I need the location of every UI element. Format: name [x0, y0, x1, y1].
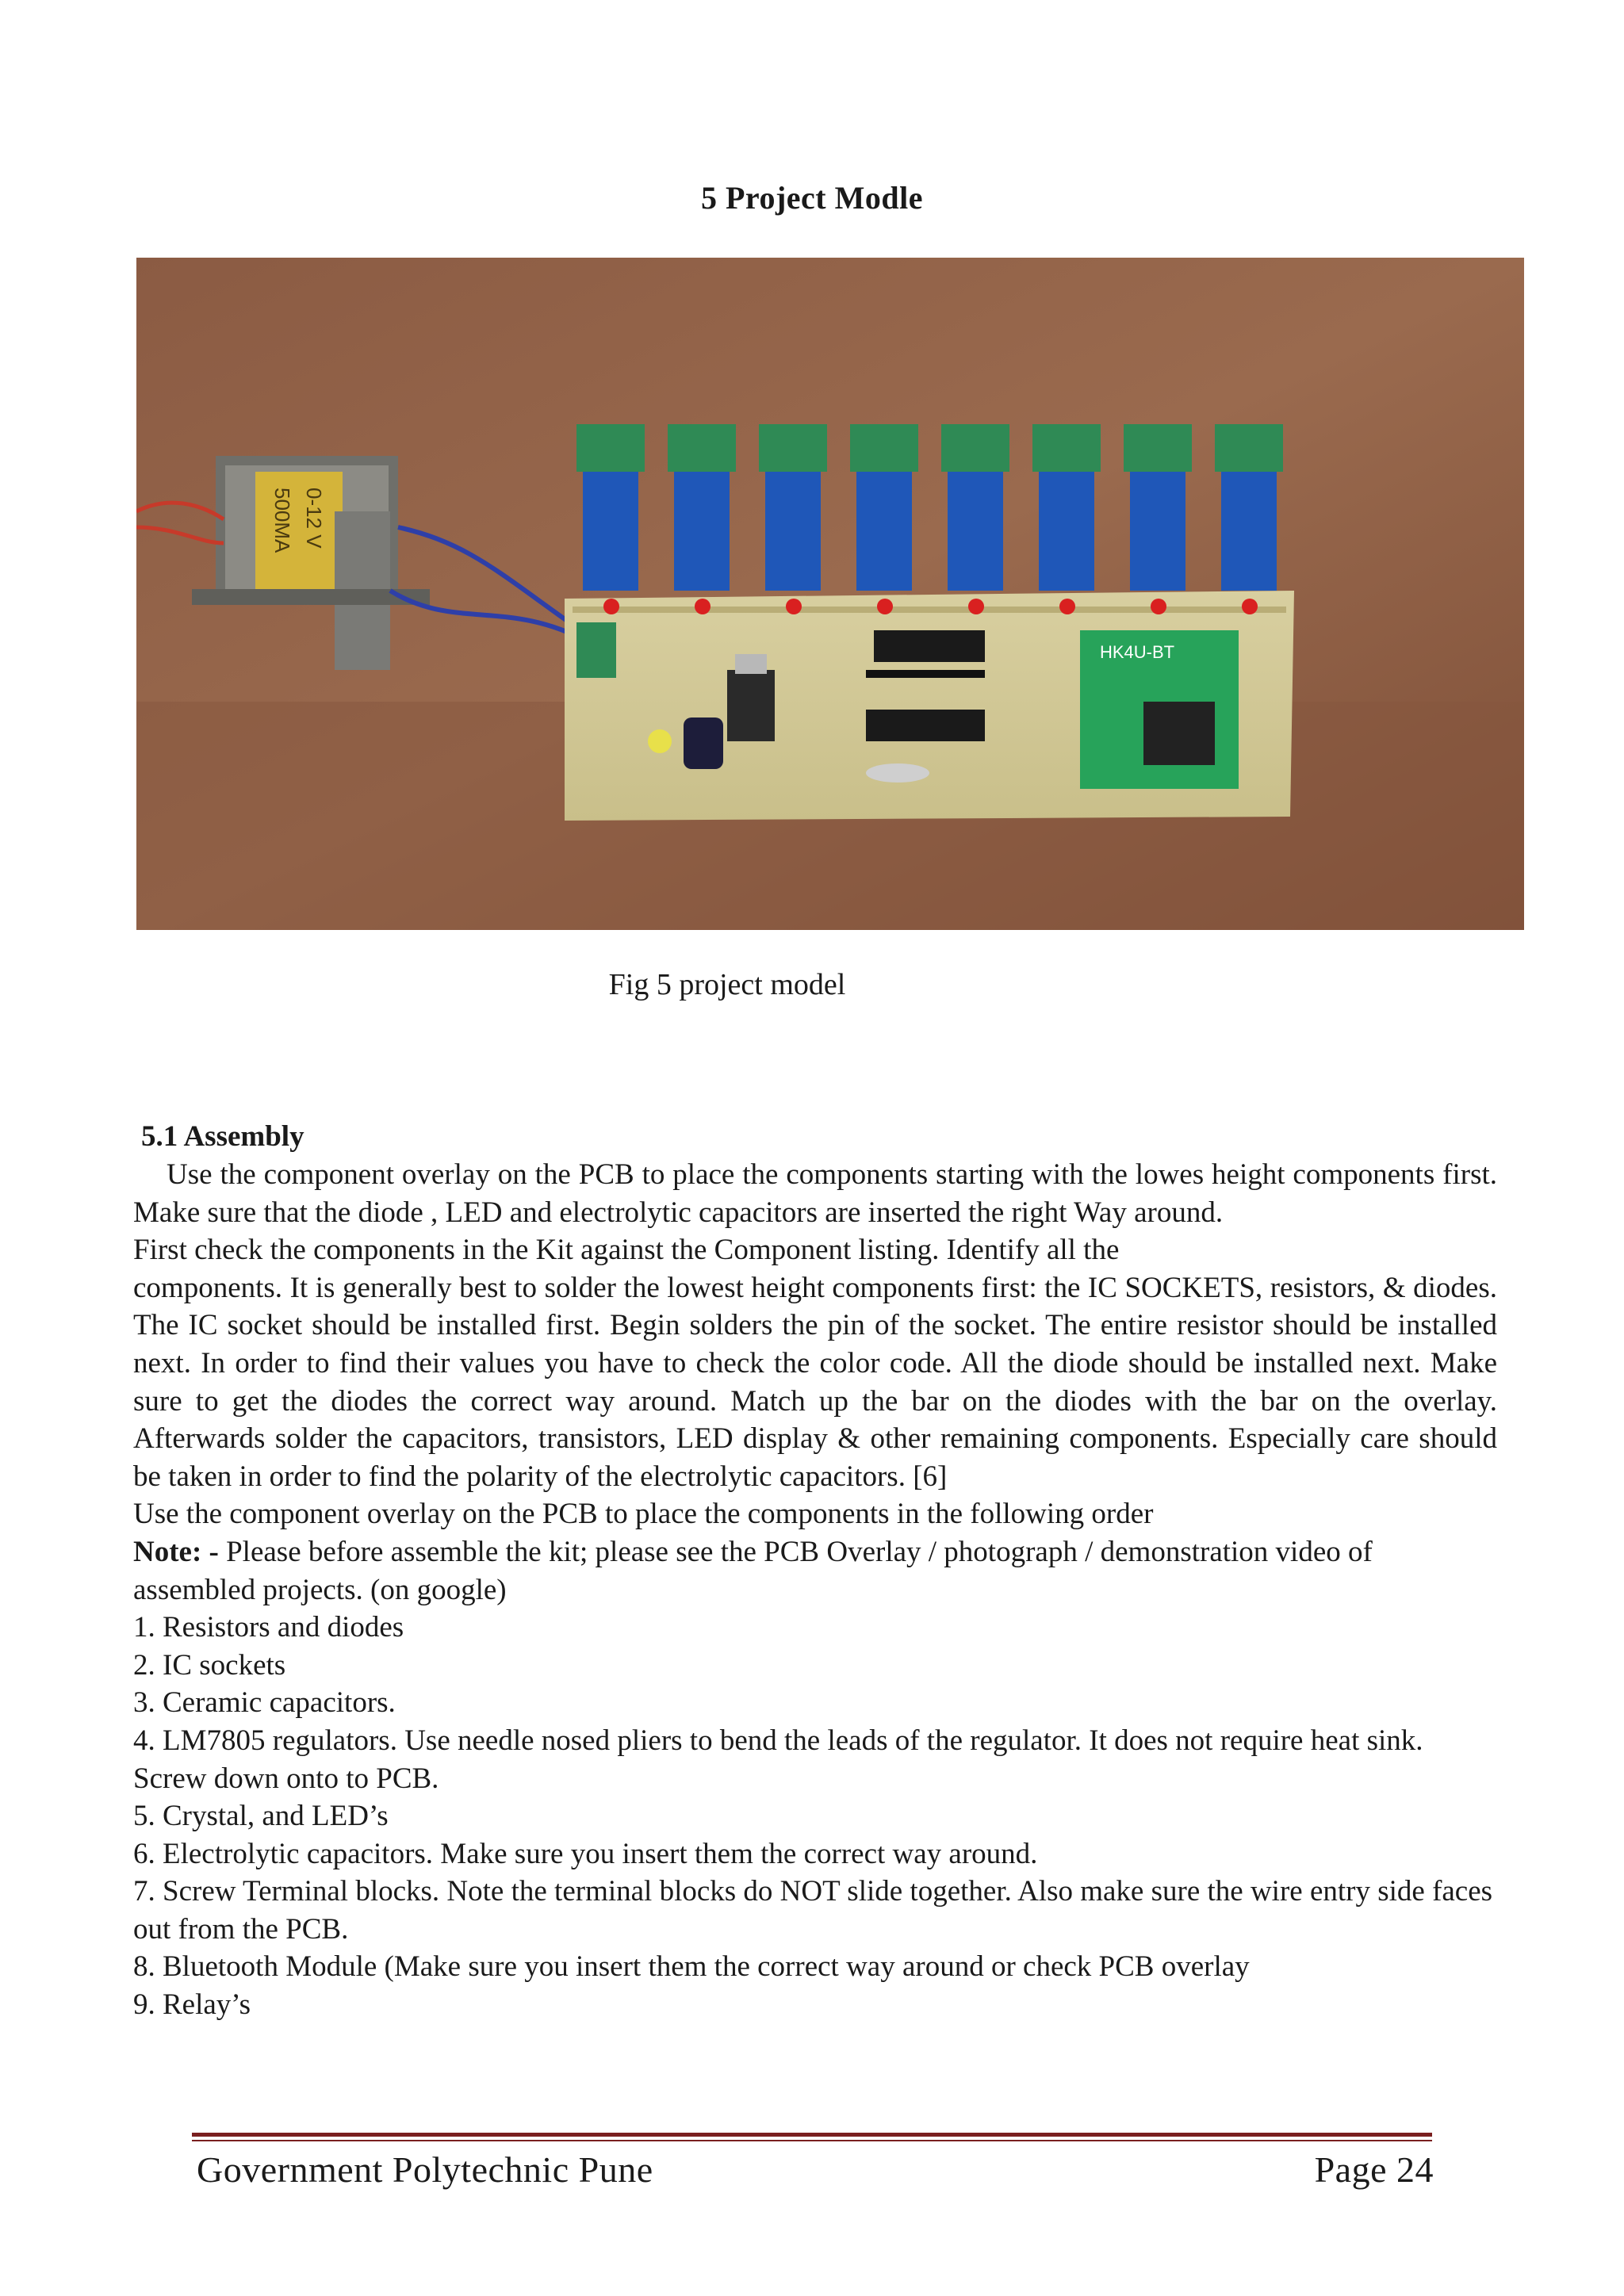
note-label: Note: -	[133, 1535, 219, 1568]
bluetooth-module	[1080, 630, 1239, 789]
electrolytic-capacitor	[684, 718, 723, 769]
paragraph-1: Use the component overlay on the PCB to place the components starting with the lowes height components first. Make sure that the diode , LED and electrolytic capacitors are inserted the right Way around.	[133, 1158, 1497, 1229]
note-paragraph	[133, 1533, 1497, 1609]
list-item: 4. LM7805 regulators. Use needle nosed pliers to bend the leads of the regulator. It does not require heat sink. Screw down onto to PCB.	[133, 1724, 1423, 1795]
note-text: Please before assemble the kit; please see the PCB Overlay / photograph / demonstration video of assembled projects. (on google)	[133, 1535, 1373, 1606]
paragraph-4: Use the component overlay on the PCB to place the components in the following order	[133, 1498, 1154, 1531]
list-item: 7. Screw Terminal blocks. Note the terminal blocks do NOT slide together. Also make sure the wire entry side faces out from the PCB.	[133, 1875, 1493, 1946]
page-heading: 5 Project Modle	[701, 180, 923, 216]
list-item: 6. Electrolytic capacitors. Make sure you insert them the correct way around.	[133, 1837, 1038, 1870]
list-item: 8. Bluetooth Module (Make sure you insert them the correct way around or check PCB overlay	[133, 1950, 1250, 1984]
footer-page-number: Page 24	[1314, 2149, 1434, 2190]
project-model-photo	[136, 258, 1524, 930]
bt-module-label: HK4U-BT	[1100, 642, 1175, 662]
footer-rule-thick	[192, 2133, 1432, 2137]
screw-terminal	[576, 622, 616, 678]
transformer-label-2: 0-12 V	[302, 488, 326, 549]
list-item: 2. IC sockets	[133, 1648, 286, 1682]
list-item: 1. Resistors and diodes	[133, 1611, 404, 1644]
paragraph-3: components. It is generally best to solder the lowest height components first: the IC SOCKETS, resistors, & diodes. The IC socket should be installed first. Begin solders the pin of the socket. The entire resistor should be installed next. In order to find their values you have to check the color code. All the diode should be installed next. Make sure to get the diodes the correct way around. Match up the bar on the diodes with the bar on the overlay. Afterwards solder the capacitors, transistors, LED display & other remaining components. Especially care should be taken in order to find the polarity of the electrolytic capacitors. [6]	[133, 1271, 1497, 1493]
led-yellow	[648, 729, 672, 753]
figure-caption: Fig 5 project model	[608, 968, 846, 1001]
crystal	[866, 763, 929, 783]
voltage-regulator	[727, 670, 775, 741]
section-title: 5.1 Assembly	[141, 1120, 304, 1153]
list-item: 3. Ceramic capacitors.	[133, 1686, 396, 1720]
body-text	[133, 1156, 1497, 2024]
list-item: 9. Relay’s	[133, 1988, 251, 2022]
ic-chip-1	[874, 630, 985, 662]
pcb-photo-illustration	[136, 258, 1524, 930]
paragraph-2: First check the components in the Kit against the Component listing. Identify all the	[133, 1234, 1120, 1267]
footer-rule-thin	[192, 2140, 1432, 2141]
transformer-label-1: 500MA	[270, 488, 294, 553]
list-item: 5. Crystal, and LED’s	[133, 1800, 389, 1833]
ic-chip-2	[866, 710, 985, 741]
footer-institution: Government Polytechnic Pune	[197, 2149, 653, 2190]
